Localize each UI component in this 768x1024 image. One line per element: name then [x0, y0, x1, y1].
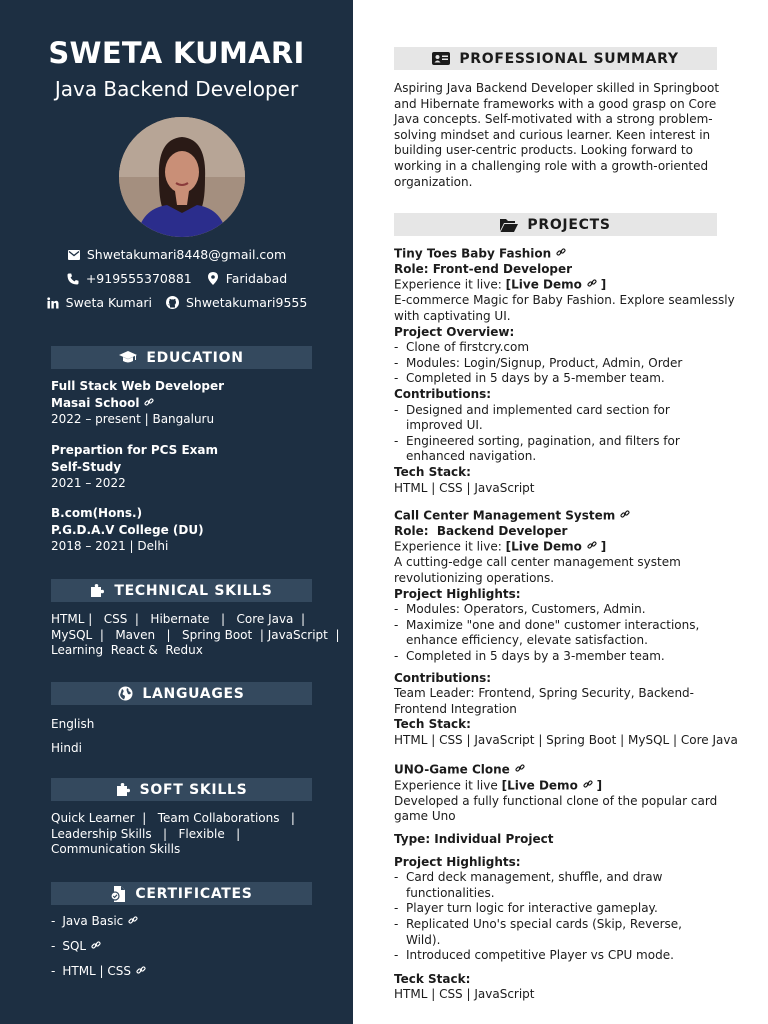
languages-list: [51, 716, 313, 757]
education-school: Self-Study: [51, 459, 122, 474]
link-icon[interactable]: [583, 778, 593, 794]
certificate-icon: [110, 886, 126, 902]
education-meta: 2022 – present | Bangaluru: [51, 412, 215, 427]
education-title: Prepartion for PCS Exam: [51, 443, 219, 457]
github-item[interactable]: [166, 295, 307, 310]
education-entry-2: [51, 442, 313, 492]
project-tiny-toes: Tiny Toes Baby Fashion Role: Front-end Developer Experience it live: [Live Demo ] E-commerce Magic for Baby Fashion. Explore seamlessly with captivating UI. Project Overview: - Clone of firstcry.com - Modules: Login/Signup, Product, Admin, Order - Completed in 5 days by a 5-member team. Contributions: - Designed and implemented card section for improved UI. - Engineered sorting, pagination, and filters for enhanced navigation. Tech Stack: HTML | CSS | JavaScript: [394, 246, 735, 495]
contact-row-email: [0, 247, 353, 262]
project-title: Call Center Management System: [394, 508, 719, 524]
language-item: Hindi: [51, 741, 82, 755]
link-icon[interactable]: [91, 939, 101, 953]
envelope-icon: [67, 248, 81, 262]
soft-skills-line: Quick Learner | Team Collaborations |: [51, 811, 295, 825]
education-entry-1: [51, 378, 313, 428]
list-item: - Card deck management, shuffle, and draw functionalities.: [394, 870, 663, 900]
link-icon[interactable]: [587, 277, 597, 293]
candidate-role: Java Backend Developer: [54, 77, 299, 101]
certificate-item[interactable]: - SQL: [51, 939, 101, 953]
projects-header: PROJECTS: [394, 213, 717, 236]
language-item: English: [51, 717, 95, 731]
soft-skills-line: Communication Skills: [51, 842, 181, 857]
contact-row-phone: [0, 271, 353, 286]
linkedin-icon: [46, 296, 60, 310]
education-school: Masai School: [51, 395, 313, 412]
list-item: - Completed in 5 days by a 5-member team.: [394, 371, 665, 386]
education-title: Full Stack Web Developer: [51, 379, 225, 393]
project-live-row: Experience it live [Live Demo ]: [394, 778, 603, 793]
summary-text: Aspiring Java Backend Developer skilled in Springboot and Hibernate frameworks with a good grasp on Core Java concepts. Self-motivated with a strong problem- solving mindset and curious learner. Keen interest in building user-centric products. Looking forward to working in a challenging role with a growth-oriented organization.: [394, 81, 720, 189]
project-live-row: Experience it live: [Live Demo ]: [394, 539, 607, 554]
graduation-cap-icon: [119, 351, 137, 364]
id-card-icon: [432, 52, 450, 65]
phone-item[interactable]: [66, 271, 192, 286]
certificate-item[interactable]: - Java Basic: [51, 914, 138, 928]
sidebar: [0, 0, 353, 1024]
education-header: EDUCATION: [51, 346, 312, 369]
education-school: P.G.D.A.V College (DU): [51, 522, 204, 537]
project-call-center: Call Center Management System Role: Backend Developer Experience it live: [Live Demo ] A cutting-edge call center management system revolutionizing operations. Project Highlights: - Modules: Operators, Customers, Admin. - Maximize "one and done" customer interactions, enhance efficiency, elevate satisfaction. - Completed in 5 days by a 3-member team. Contributions: Team Leader: Frontend, Spring Security, Backend- Frontend Integration Tech Stack: HTML | CSS | JavaScript | Spring Boot | MySQL | Core Java: [394, 508, 738, 747]
linkedin-item[interactable]: [46, 295, 152, 310]
list-item: - Clone of firstcry.com: [394, 340, 530, 355]
technical-skills-header: TECHNICAL SKILLS: [51, 579, 312, 602]
education-meta: 2021 – 2022: [51, 476, 126, 490]
link-icon[interactable]: [587, 539, 597, 555]
link-icon[interactable]: [515, 762, 525, 778]
skills-line: MySQL | Maven | Spring Boot | JavaScript |: [51, 627, 340, 642]
education-title: B.com(Hons.): [51, 506, 143, 520]
certificate-item[interactable]: - HTML | CSS: [51, 964, 146, 978]
list-item: - Maximize "one and done" customer interactions, enhance efficiency, elevate satisfaction.: [394, 617, 700, 648]
profile-photo: [119, 117, 245, 237]
project-role: Role: Front-end Developer: [394, 261, 573, 276]
soft-skills-list: [51, 811, 313, 858]
puzzle-icon: [116, 782, 131, 797]
list-item: - Designed and implemented card section for improved UI.: [394, 402, 670, 433]
email-item[interactable]: [67, 247, 286, 262]
phone-text: +919555370881: [85, 271, 192, 286]
contact-row-social: [0, 295, 353, 310]
live-demo-link[interactable]: [Live Demo: [505, 539, 582, 554]
languages-header: LANGUAGES: [51, 682, 312, 705]
location-text: Faridabad: [225, 271, 288, 286]
soft-skills-line: Leadership Skills | Flexible |: [51, 826, 241, 841]
certificates-header: CERTIFICATES: [51, 882, 312, 905]
project-title: UNO-Game Clone: [394, 762, 719, 778]
list-item: - Modules: Login/Signup, Product, Admin, Order: [394, 355, 683, 370]
soft-skills-header: SOFT SKILLS: [51, 778, 312, 801]
technical-skills-list: [51, 612, 340, 659]
link-icon[interactable]: [136, 964, 146, 978]
linkedin-text: Sweta Kumari: [65, 295, 152, 310]
puzzle-icon: [90, 583, 105, 598]
list-item: - Modules: Operators, Customers, Admin.: [394, 602, 646, 617]
list-item: - Engineered sorting, pagination, and filters for enhanced navigation.: [394, 433, 680, 464]
location-item: [206, 271, 287, 286]
project-title: Tiny Toes Baby Fashion: [394, 246, 719, 262]
folder-icon: [500, 218, 518, 232]
list-item: - Completed in 5 days by a 3-member team.: [394, 648, 665, 663]
globe-icon: [118, 686, 133, 701]
list-item: - Introduced competitive Player vs CPU mode.: [394, 948, 674, 963]
summary-header: PROFESSIONAL SUMMARY: [394, 47, 717, 70]
live-demo-link[interactable]: [Live Demo: [501, 778, 578, 793]
link-icon[interactable]: [128, 914, 138, 928]
skills-line: Learning React & Redux: [51, 643, 203, 658]
list-item: - Player turn logic for interactive gameplay.: [394, 901, 658, 916]
github-icon: [166, 296, 180, 310]
github-text: Shwetakumari9555: [185, 295, 308, 310]
link-icon[interactable]: [144, 395, 154, 412]
project-role: Role: Backend Developer: [394, 523, 568, 538]
link-icon[interactable]: [620, 508, 630, 524]
skills-line: HTML | CSS | Hibernate | Core Java |: [51, 612, 306, 626]
education-entry-3: [51, 505, 313, 555]
map-pin-icon: [206, 272, 220, 286]
email-text: Shwetakumari8448@gmail.com: [86, 247, 287, 262]
project-uno-game: UNO-Game Clone Experience it live [Live Demo ] Developed a fully functional clone of the popular card game Uno Type: Individual Project Project Highlights: - Card deck management, shuffle, and draw functionalities. - Player turn logic for interactive gameplay. - Replicated Uno's special cards (Skip, Reverse, Wild). - Introduced competitive Player vs CPU mode. Teck Stack: HTML | CSS | JavaScript: [394, 762, 718, 1002]
link-icon[interactable]: [556, 246, 566, 262]
project-live-row: Experience it live: [Live Demo ]: [394, 277, 607, 292]
live-demo-link[interactable]: [Live Demo: [505, 277, 582, 292]
phone-icon: [66, 272, 80, 286]
education-meta: 2018 – 2021 | Delhi: [51, 539, 169, 553]
list-item: - Replicated Uno's special cards (Skip, Reverse, Wild).: [394, 916, 682, 947]
candidate-name: SWETA KUMARI: [48, 36, 305, 70]
